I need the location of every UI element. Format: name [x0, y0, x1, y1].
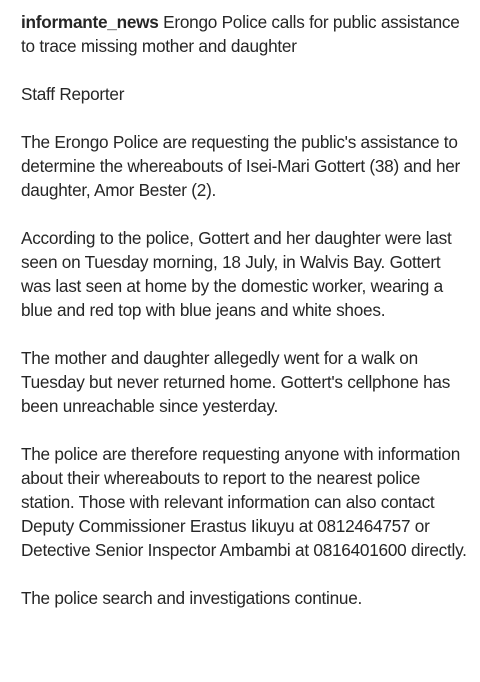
- byline: Staff Reporter: [21, 84, 125, 104]
- paragraph-walk: The mother and daughter allegedly went for a walk on Tuesday but never returned home. Gottert's cellphone has been unreachable since yesterday.: [21, 348, 451, 416]
- headline-text: Erongo Police calls for public assistance to trace missing mother and daughter: [21, 12, 460, 56]
- post-caption: [21, 10, 473, 610]
- caption-heading: [21, 10, 473, 58]
- paragraph-contact: The police are therefore requesting anyone with information about their whereabouts to report to the nearest police station. Those with relevant information can also contact Deputy Commissioner Erastus Iikuyu at 0812464757 or Detective Senior Inspector Ambambi at 0816401600 directly.: [21, 444, 467, 560]
- paragraph-closing: The police search and investigations continue.: [21, 588, 363, 608]
- paragraph-last-seen: According to the police, Gottert and her daughter were last seen on Tuesday morning, 18 July, in Walvis Bay. Gottert was last seen at home by the domestic worker, wearing a blue and red top with blue jeans and white shoes.: [21, 228, 452, 320]
- paragraph-intro: The Erongo Police are requesting the public's assistance to determine the whereabouts of Isei-Mari Gottert (38) and her daughter, Amor Bester (2).: [21, 132, 461, 200]
- username-link[interactable]: informante_news: [21, 12, 159, 32]
